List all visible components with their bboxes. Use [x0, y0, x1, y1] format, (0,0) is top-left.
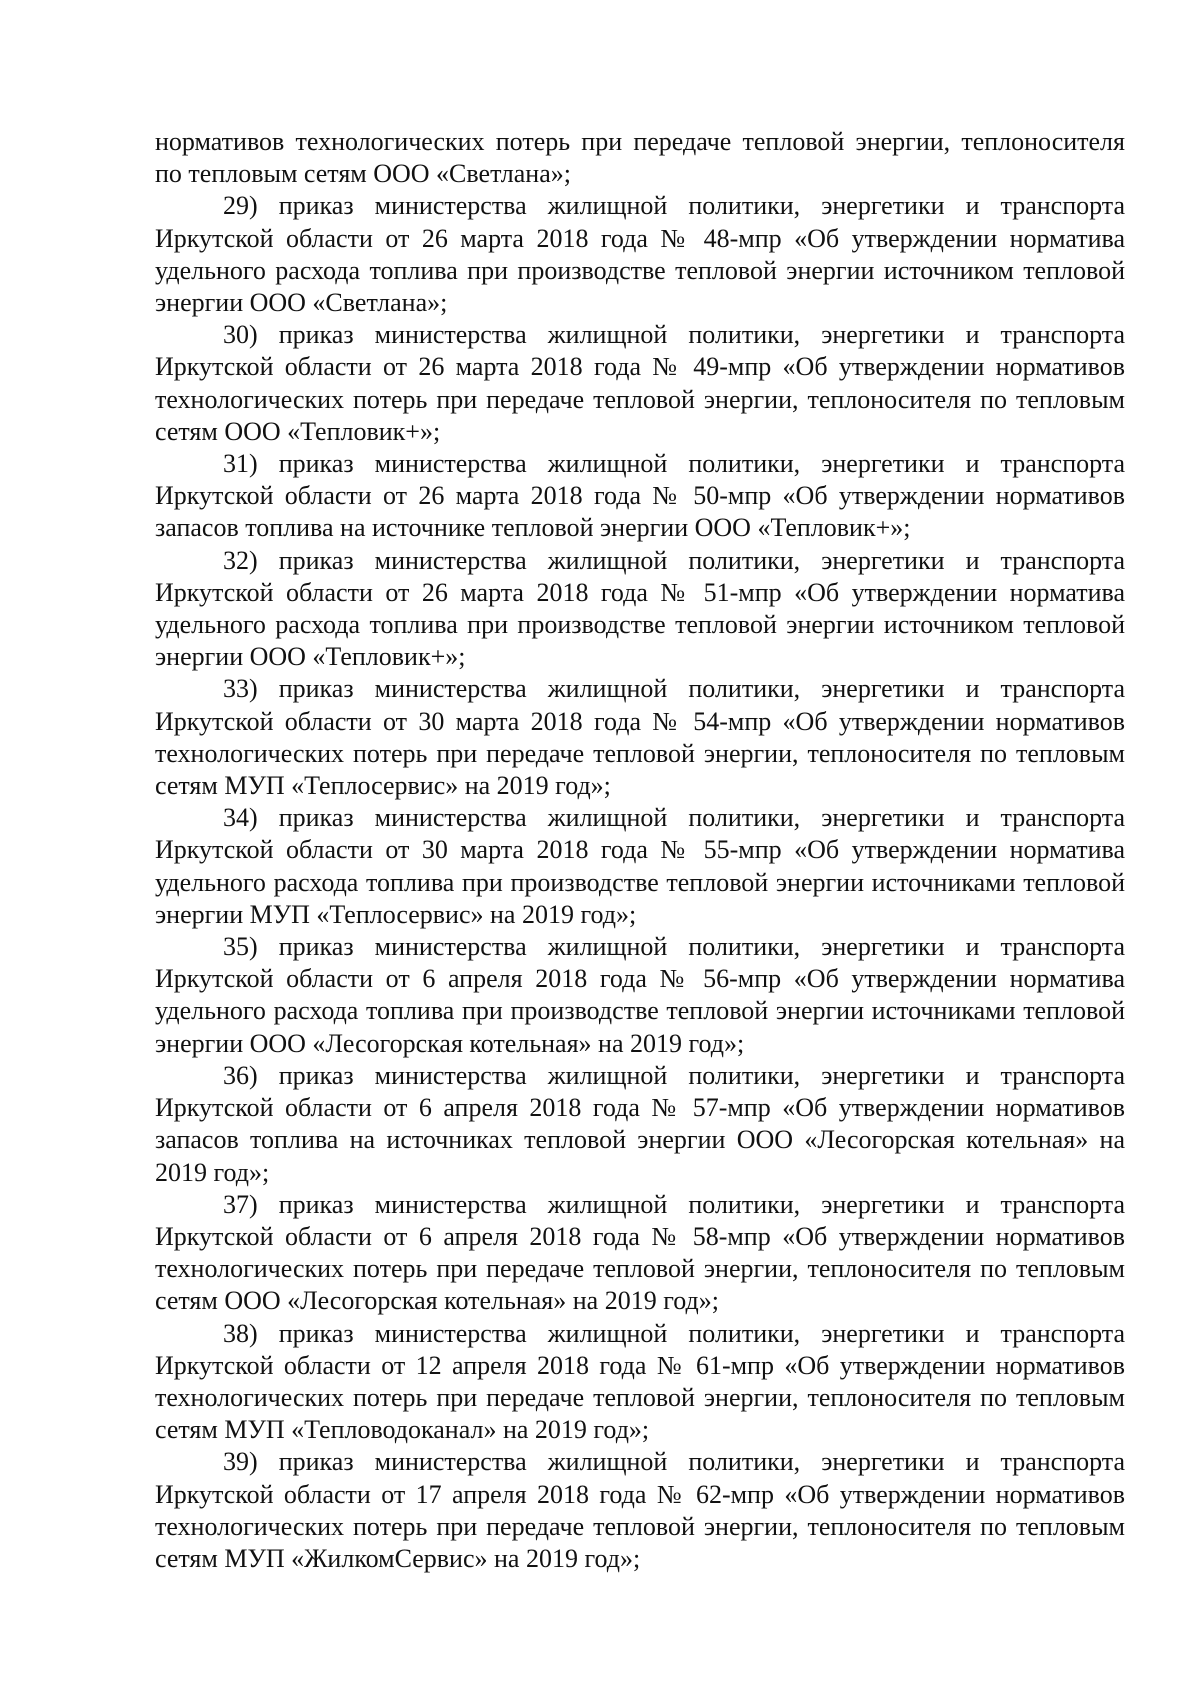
paragraph-item-33: 33) приказ министерства жилищной политики, энергетики и транспорта Иркутской области от 30 марта 2018 года № 54-мпр «Об утверждении нормативов технологических потерь при передаче тепловой энергии, теплоносителя по тепловым сетям МУП «Теплосервис» на 2019 год»; [155, 674, 1125, 801]
paragraph-item-34: 34) приказ министерства жилищной политики, энергетики и транспорта Иркутской области от 30 марта 2018 года № 55-мпр «Об утверждении норматива удельного расхода топлива при производстве тепловой энергии источниками тепловой энергии МУП «Теплосервис» на 2019 год»; [155, 803, 1125, 929]
paragraph-item-35: 35) приказ министерства жилищной политики, энергетики и транспорта Иркутской области от 6 апреля 2018 года № 56-мпр «Об утверждении норматива удельного расхода топлива при производстве тепловой энергии источниками тепловой энергии ООО «Лесогорская котельная» на 2019 год»; [155, 932, 1125, 1058]
paragraph-item-31: 31) приказ министерства жилищной политики, энергетики и транспорта Иркутской области от 26 марта 2018 года № 50-мпр «Об утверждении нормативов запасов топлива на источнике тепловой энергии ООО «Тепловик+»; [155, 449, 1125, 543]
paragraph-item-37: 37) приказ министерства жилищной политики, энергетики и транспорта Иркутской области от 6 апреля 2018 года № 58-мпр «Об утверждении нормативов технологических потерь при передаче тепловой энергии, теплоносителя по тепловым сетям ООО «Лесогорская котельная» на 2019 год»; [155, 1189, 1125, 1316]
paragraph-item-32: 32) приказ министерства жилищной политики, энергетики и транспорта Иркутской области от 26 марта 2018 года № 51-мпр «Об утверждении норматива удельного расхода топлива при производстве тепловой энергии источником тепловой энергии ООО «Тепловик+»; [155, 545, 1125, 672]
paragraph-item-36: 36) приказ министерства жилищной политики, энергетики и транспорта Иркутской области от 6 апреля 2018 года № 57-мпр «Об утверждении нормативов запасов топлива на источниках тепловой энергии ООО «Лесогорская котельная» на 2019 год»; [155, 1060, 1125, 1187]
document-body [155, 126, 1125, 1575]
paragraph-item-39: 39) приказ министерства жилищной политики, энергетики и транспорта Иркутской области от 17 апреля 2018 года № 62-мпр «Об утверждении нормативов технологических потерь при передаче тепловой энергии, теплоносителя по тепловым сетям МУП «ЖилкомСервис» на 2019 год»; [155, 1447, 1125, 1573]
paragraph-continuation: нормативов технологических потерь при передаче тепловой энергии, теплоносителя по тепловым сетям ООО «Светлана»; [155, 127, 1125, 189]
paragraph-item-29: 29) приказ министерства жилищной политики, энергетики и транспорта Иркутской области от 26 марта 2018 года № 48-мпр «Об утверждении норматива удельного расхода топлива при производстве тепловой энергии источником тепловой энергии ООО «Светлана»; [155, 191, 1125, 318]
paragraph-item-30: 30) приказ министерства жилищной политики, энергетики и транспорта Иркутской области от 26 марта 2018 года № 49-мпр «Об утверждении нормативов технологических потерь при передаче тепловой энергии, теплоносителя по тепловым сетям ООО «Тепловик+»; [155, 320, 1125, 446]
paragraph-item-38: 38) приказ министерства жилищной политики, энергетики и транспорта Иркутской области от 12 апреля 2018 года № 61-мпр «Об утверждении нормативов технологических потерь при передаче тепловой энергии, теплоносителя по тепловым сетям МУП «Тепловодоканал» на 2019 год»; [155, 1318, 1125, 1445]
